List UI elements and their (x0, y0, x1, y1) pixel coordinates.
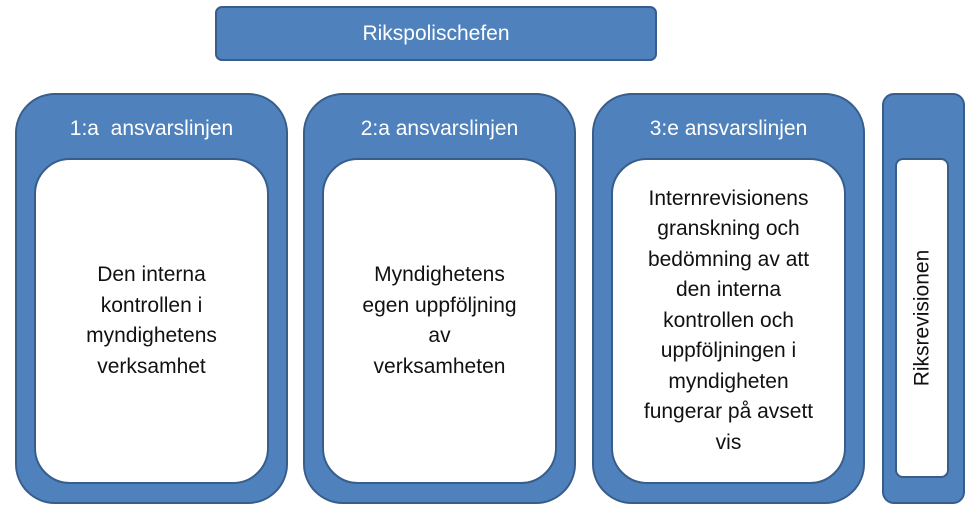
column-3-content (611, 158, 846, 484)
column-3-line: bedömning av att (647, 247, 810, 271)
rikspolischefen-box (215, 6, 657, 61)
riksrevisionen-inner (895, 158, 949, 478)
riksrevisionen-label: Riksrevisionen (910, 249, 933, 387)
column-2-line: Myndighetens (374, 263, 505, 286)
column-3-line: granskning och (657, 217, 800, 241)
column-2-line: egen uppföljning (362, 293, 517, 317)
column-1-content (34, 158, 269, 484)
column-2-content (322, 158, 557, 484)
riksrevisionen-box (882, 93, 965, 504)
column-3-line: den interna (675, 278, 782, 302)
column-line-2 (303, 93, 576, 504)
column-1-title: 1:a ansvarslinjen (69, 117, 234, 140)
column-2-line: av (428, 324, 451, 347)
column-3-line: Internrevisionens (648, 186, 809, 210)
column-line-1 (15, 93, 288, 504)
column-2-title: 2:a ansvarslinjen (360, 117, 519, 140)
column-1-line: verksamhet (97, 354, 206, 378)
column-3-line: fungerar på avsett (643, 400, 814, 424)
column-3-line: kontrollen och (663, 308, 794, 332)
column-line-3 (592, 93, 865, 504)
column-2-line: verksamheten (373, 354, 506, 378)
column-3-line: vis (715, 430, 742, 454)
column-1-line: Den interna (97, 263, 206, 286)
column-3-line: uppföljningen i (660, 339, 797, 363)
rikspolischefen-label: Rikspolischefen (362, 21, 510, 45)
column-3-line: myndigheten (668, 369, 789, 393)
column-1-line: myndighetens (86, 324, 217, 347)
column-1-line: kontrollen i (100, 293, 203, 317)
column-3-title: 3:e ansvarslinjen (649, 117, 808, 140)
